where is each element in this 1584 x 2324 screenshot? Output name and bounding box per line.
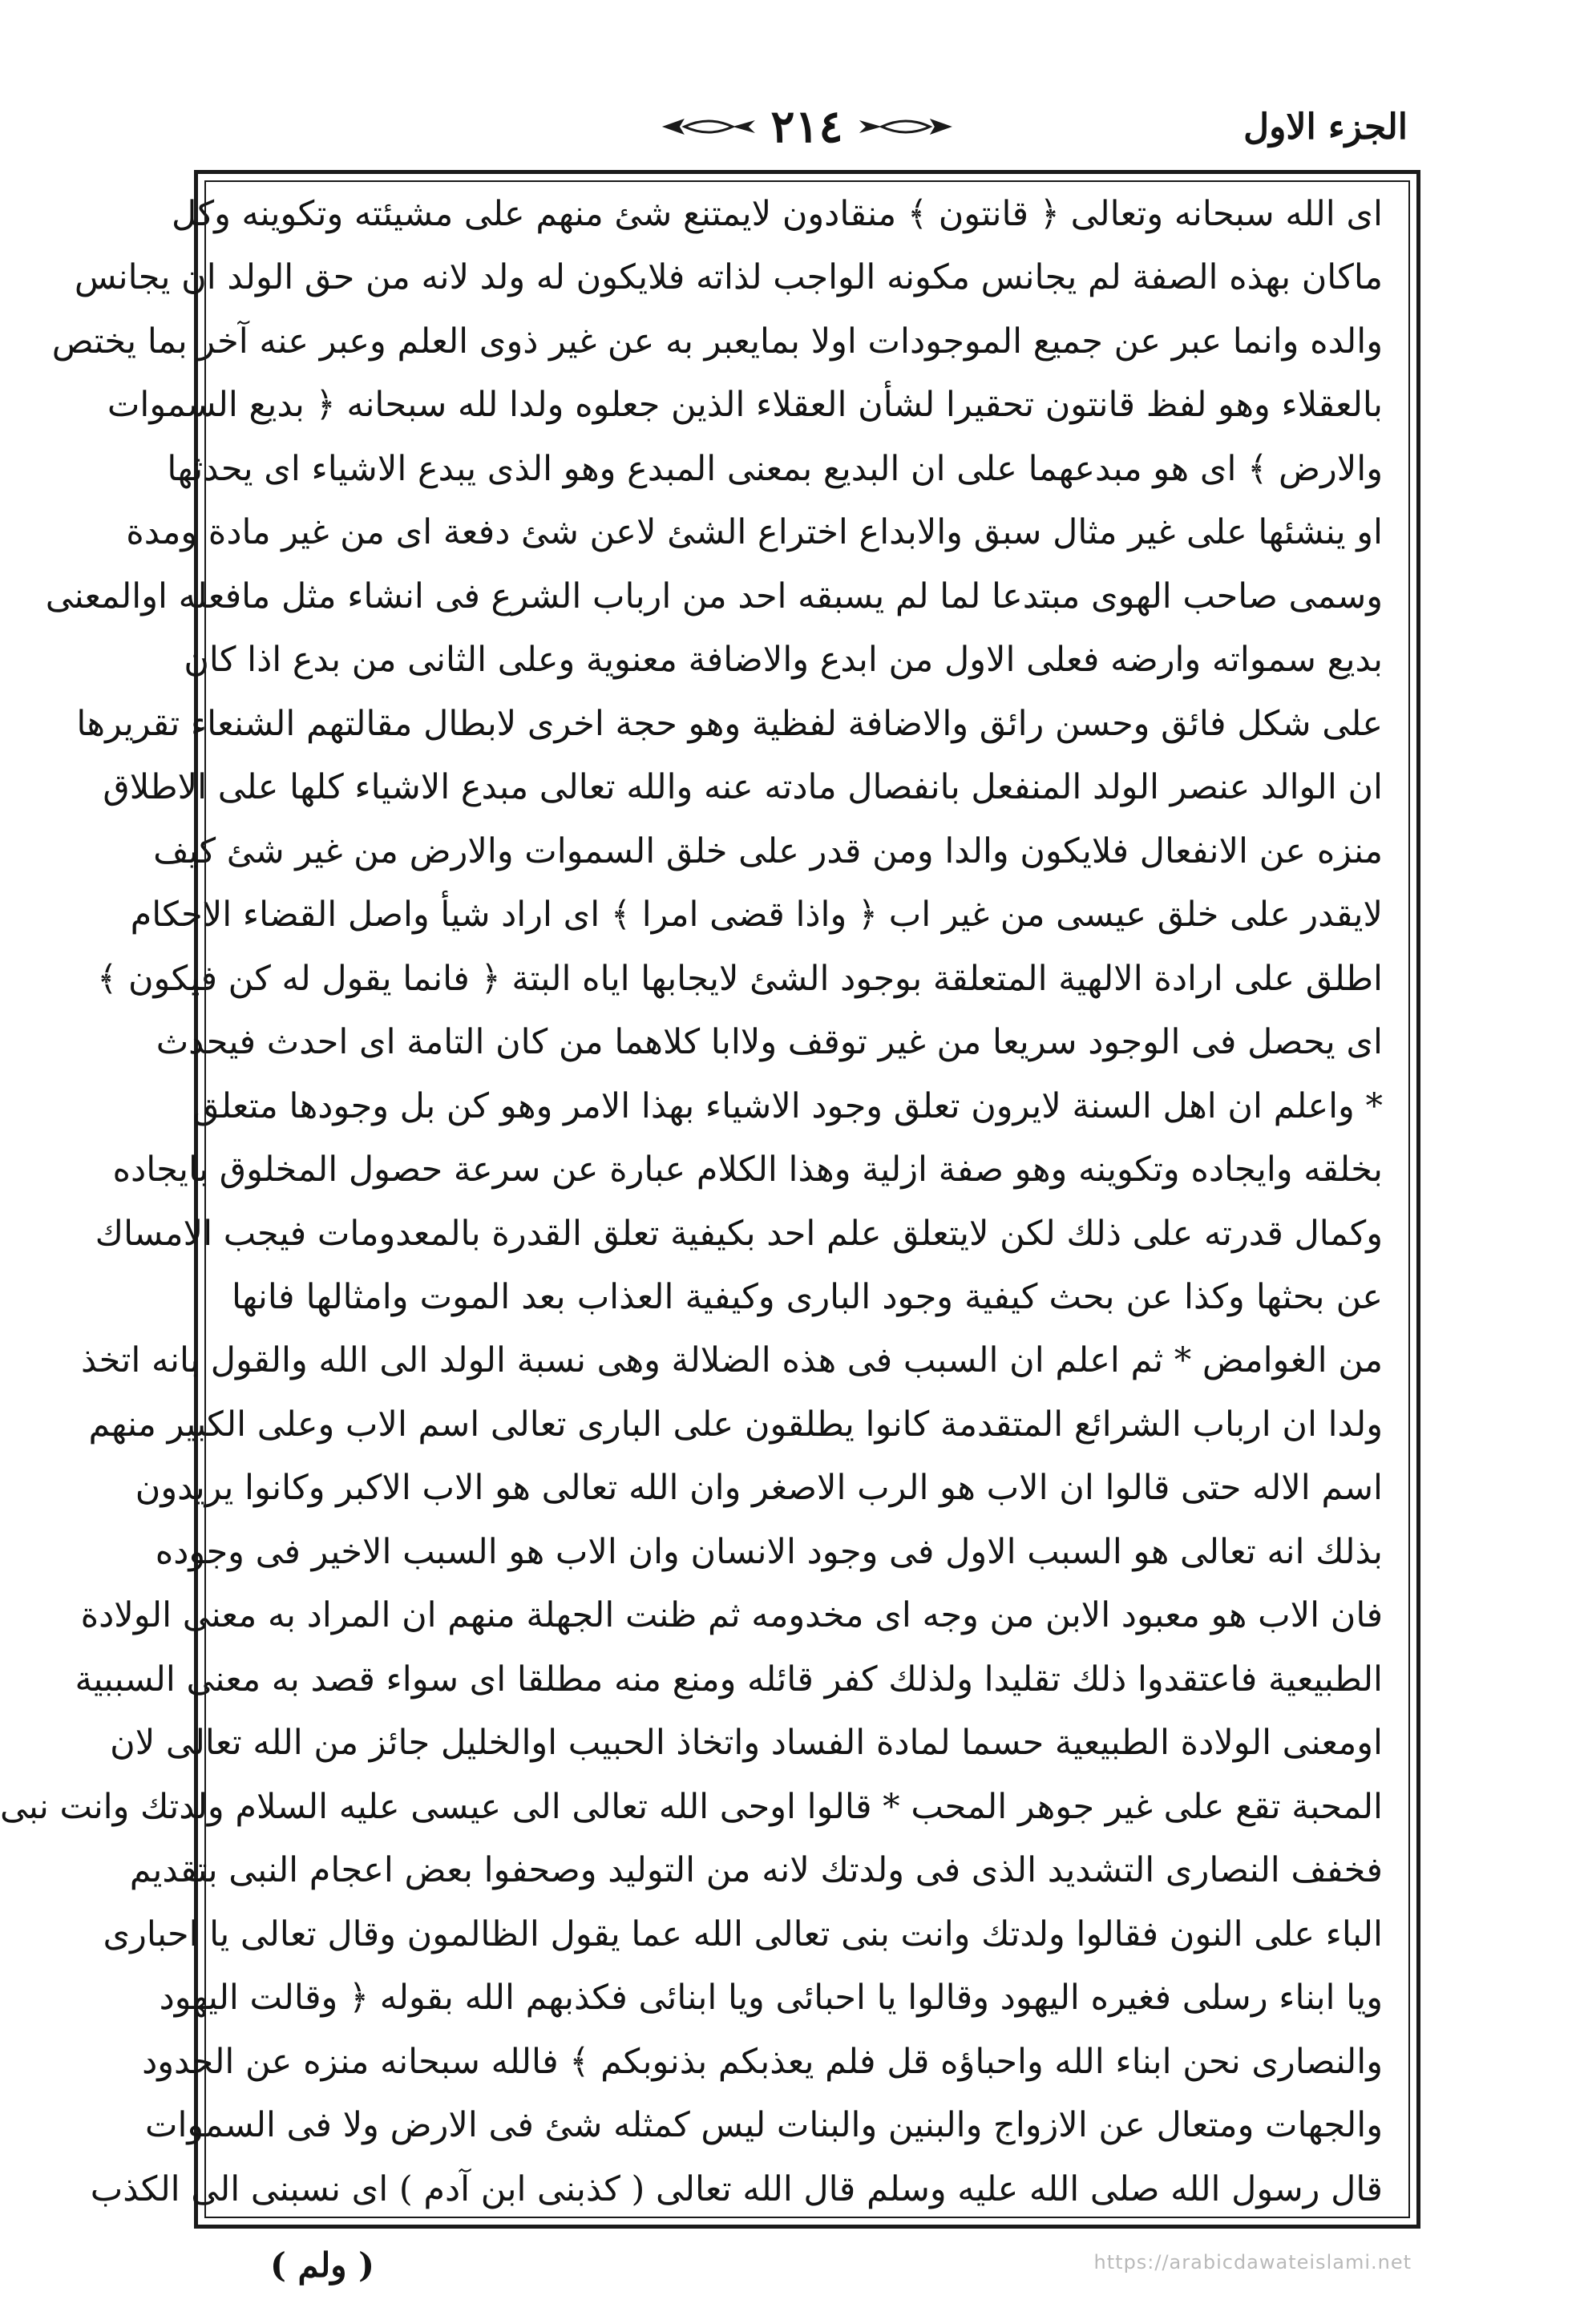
text-line: من الغوامض * ثم اعلم ان السبب فى هذه الضلالة وهى نسبة الولد الى الله والقول بانه اتخذ xyxy=(81,1340,1383,1381)
right-ornament-icon xyxy=(858,115,954,138)
page-number: ٢١٤ xyxy=(770,100,843,153)
text-line: الباء على النون فقالوا ولدتك وانت بنى تعالى الله عما يقول الظالمون وقال تعالى يا احبارى xyxy=(103,1914,1383,1954)
page-number-group xyxy=(660,100,953,153)
text-line: فخفف النصارى التشديد الذى فى ولدتك لانه من التوليد وصحفوا بعض اعجام النبى بتقديم xyxy=(129,1850,1383,1891)
left-ornament-icon xyxy=(660,115,756,138)
text-line: لايقدر على خلق عيسى من غير اب ﴿ واذا قضى امرا ﴾ اى اراد شيأ واصل القضاء الاحكام xyxy=(130,895,1383,936)
text-line: اومعنى الولادة الطبيعية حسما لمادة الفساد واتخاذ الحبيب اوالخليل جائز من الله تعالى لان xyxy=(110,1723,1383,1764)
text-line: اى يحصل فى الوجود سريعا من غير توقف ولاابا كلاهما من كان التامة اى احدث فيحدث xyxy=(156,1022,1383,1063)
text-line: او ينشئها على غير مثال سبق والابداع اختراع الشئ لاعن شئ دفعة اى من غير مادة ومدة xyxy=(126,512,1383,553)
text-line: ان الوالد عنصر الولد المنفعل بانفصال مادته عنه والله تعالى مبدع الاشياء كلها على الاطلاق xyxy=(103,767,1383,808)
text-line: بالعقلاء وهو لفظ قانتون تحقيرا لشأن العقلاء الذين جعلوه ولدا لله سبحانه ﴿ بديع السموات xyxy=(107,385,1383,426)
text-line: بديع سمواته وارضه فعلى الاول من ابدع والاضافة معنوية وعلى الثانى من بدع اذا كان xyxy=(184,640,1383,681)
text-line: منزه عن الانفعال فلايكون والدا ومن قدر على خلق السموات والارض من غير شئ كيف xyxy=(153,831,1383,871)
text-line: وكمال قدرته على ذلك لكن لايتعلق علم احد بكيفية تعلق القدرة بالمعدومات فيجب الامساك xyxy=(95,1213,1383,1254)
text-line: اسم الاله حتى قالوا ان الاب هو الرب الاصغر وان الله تعالى هو الاب الاكبر وكانوا يريدون xyxy=(135,1468,1383,1509)
text-frame xyxy=(0,170,1420,2229)
text-line: عن بحثها وكذا عن بحث كيفية وجود البارى وكيفية العذاب بعد الموت وامثالها فانها xyxy=(232,1276,1383,1317)
text-line: اطلق على ارادة الالهية المتعلقة بوجود الشئ لايجابها اياه البتة ﴿ فانما يقول له كن فيكون ﴾ xyxy=(97,958,1383,999)
text-line: بخلقه وايجاده وتكوينه وهو صفة ازلية وهذا الكلام عبارة عن سرعة حصول المخلوق بايجاده xyxy=(112,1150,1383,1190)
text-line: ولدا ان ارباب الشرائع المتقدمة كانوا يطلقون على البارى تعالى اسم الاب وعلى الكبير منهم xyxy=(88,1404,1383,1445)
text-line: فان الاب هو معبود الابن من وجه اى مخدومه ثم ظنت الجهلة منهم ان المراد به معنى الولادة xyxy=(80,1595,1383,1636)
text-line: والده وانما عبر عن جميع الموجودات اولا بمايعبر به عن غير ذوى العلم وعبر عنه آخر بما يختص xyxy=(51,321,1383,362)
text-line: قال رسول الله صلى الله عليه وسلم قال الله تعالى ( كذبنى ابن آدم ) اى نسبنى الى الكذب xyxy=(90,2168,1383,2209)
running-header xyxy=(206,100,1408,159)
text-line: ماكان بهذه الصفة لم يجانس مكونه الواجب لذاته فلايكون له ولد لانه من حق الولد ان يجانس xyxy=(74,257,1383,298)
text-line: والارض ﴾ اى هو مبدعهما على ان البديع بمعنى المبدع وهو الذى يبدع الاشياء اى يحدثها xyxy=(167,448,1383,489)
text-line: ويا ابناء رسلى فغيره اليهود وقالوا يا احبائى ويا ابنائى فكذبهم الله بقوله ﴿ وقالت اليهود xyxy=(159,1978,1383,2019)
volume-title: الجزء الاول xyxy=(1243,107,1408,148)
text-body xyxy=(0,188,1383,2215)
text-line: وسمى صاحب الهوى مبتدعا لما لم يسبقه احد من ارباب الشرع فى انشاء مثل مافعله اوالمعنى xyxy=(45,576,1383,616)
text-line: اى الله سبحانه وتعالى ﴿ قانتون ﴾ منقادون لايمتنع شئ منهم على مشيئته وتكوينه وكل xyxy=(172,194,1383,234)
text-line: والجهات ومتعال عن الازواج والبنين والبنات ليس كمثله شئ فى الارض ولا فى السموات xyxy=(144,2105,1383,2146)
watermark: https://arabicdawateislami.net xyxy=(1093,2251,1412,2273)
text-line: * واعلم ان اهل السنة لايرون تعلق وجود الاشياء بهذا الامر وهو كن بل وجودها متعلق xyxy=(192,1085,1383,1126)
text-line: بذلك انه تعالى هو السبب الاول فى وجود الانسان وان الاب هو السبب الاخير فى وجوده xyxy=(155,1531,1383,1572)
text-line: الطبيعية فاعتقدوا ذلك تقليدا ولذلك كفر قائله ومنع منه مطلقا اى سواء قصد به معنى السببية xyxy=(75,1659,1383,1700)
text-line: على شكل فائق وحسن رائق والاضافة لفظية وهو حجة اخرى لابطال مقالتهم الشنعاء تقريرها xyxy=(76,703,1383,744)
text-line: والنصارى نحن ابناء الله واحباؤه قل فلم يعذبكم بذنوبكم ﴾ فالله سبحانه منزه عن الحدود xyxy=(142,2041,1383,2082)
text-line: المحبة تقع على غير جوهر المحب * قالوا اوحى الله تعالى الى عيسى عليه السلام ولدتك وانت نبى xyxy=(0,1786,1383,1827)
catchword: ( ولم ) xyxy=(270,2245,375,2285)
